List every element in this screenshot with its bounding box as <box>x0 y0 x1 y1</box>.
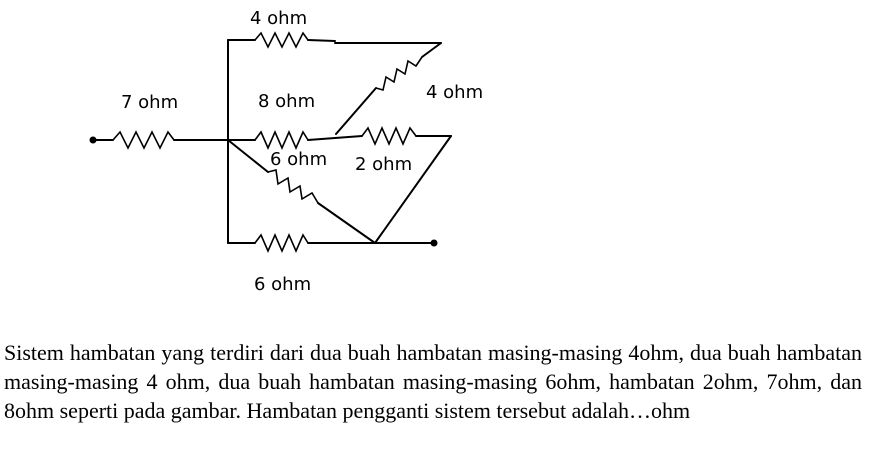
resistor-bottom-6-ohm <box>255 235 308 251</box>
label-7-ohm: 7 ohm <box>121 92 179 113</box>
top-wire-b <box>308 40 335 41</box>
label-diag-6-ohm: 6 ohm <box>270 149 328 170</box>
resistor-8-ohm <box>255 132 308 148</box>
right-diag-wire <box>375 136 451 243</box>
label-bottom-6-ohm: 6 ohm <box>254 274 312 295</box>
label-2-ohm: 2 ohm <box>355 154 413 175</box>
diag-down-wire-b <box>318 203 375 243</box>
top-right-diag-wire <box>422 43 441 57</box>
resistor-diag-4-ohm <box>376 57 422 90</box>
diag-up-wire <box>336 88 376 134</box>
question-text: Sistem hambatan yang terdiri dari dua buah hambatan masing-masing 4ohm, dua buah hambatan masing-masing 4 ohm, dua buah hambatan masing-masing 6ohm, hambatan 2ohm, 7ohm, dan 8ohm seperti pada gambar. Hambatan pengganti sistem tersebut adalah…ohm <box>4 340 862 423</box>
label-top-4-ohm: 4 ohm <box>250 8 308 29</box>
label-8-ohm: 8 ohm <box>258 91 316 112</box>
mid-wire-b <box>308 136 362 140</box>
resistor-diag-6-ohm <box>268 170 318 203</box>
resistor-top-4-ohm <box>255 33 308 47</box>
resistor-7-ohm <box>113 132 174 148</box>
resistor-2-ohm <box>362 128 416 144</box>
diag-down-wire-a <box>228 140 268 172</box>
label-diag-4-ohm: 4 ohm <box>426 82 484 103</box>
